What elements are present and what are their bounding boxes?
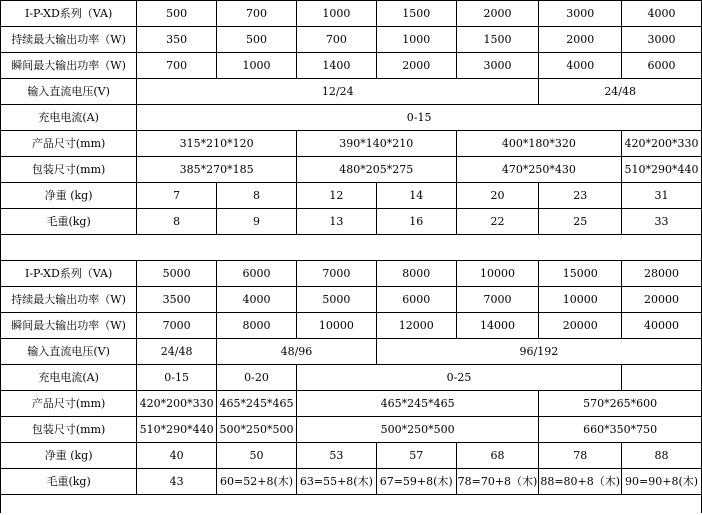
row-label: 包装尺寸(mm)	[1, 417, 137, 443]
row-label: 瞬间最大输出功率（W)	[1, 53, 137, 79]
cell: 8000	[376, 261, 456, 287]
cell: 8	[217, 183, 297, 209]
series-row	[1, 261, 702, 287]
cell: 7000	[137, 313, 217, 339]
cell: 90=90+8(木)	[622, 469, 702, 495]
cell: 5000	[296, 287, 376, 313]
dc-voltage-row	[1, 339, 702, 365]
row-label: 输入直流电压(V)	[1, 79, 137, 105]
cell: 390*140*210	[296, 131, 456, 157]
cell: 0-20	[217, 365, 297, 391]
row-label: 充电电流(A)	[1, 105, 137, 131]
cell: 2000	[376, 53, 456, 79]
cell: 3000	[622, 27, 702, 53]
cell: 570*265*600	[539, 391, 702, 417]
cell: 15000	[539, 261, 622, 287]
package-size-row	[1, 157, 702, 183]
cell: 420*200*330	[622, 131, 702, 157]
cell: 2000	[539, 27, 622, 53]
cell: 4000	[622, 1, 702, 27]
cell: 385*270*185	[137, 157, 297, 183]
cell: 700	[137, 53, 217, 79]
net-weight-row	[1, 443, 702, 469]
trailing-row	[1, 495, 702, 514]
cell: 20000	[539, 313, 622, 339]
cell: 78	[539, 443, 622, 469]
cell: 4000	[539, 53, 622, 79]
cell: 24/48	[539, 79, 702, 105]
cell: 3000	[539, 1, 622, 27]
cell: 1500	[376, 1, 456, 27]
cell: 33	[622, 209, 702, 235]
cell: 315*210*120	[137, 131, 297, 157]
row-label: 持续最大输出功率（W)	[1, 27, 137, 53]
cell: 40	[137, 443, 217, 469]
row-label: 瞬间最大输出功率（W)	[1, 313, 137, 339]
row-label: I-P-XD系列（VA)	[1, 261, 137, 287]
cell: 500	[217, 27, 297, 53]
cell: 0-15	[137, 365, 217, 391]
cell: 25	[539, 209, 622, 235]
cell: 5000	[137, 261, 217, 287]
cell: 2000	[456, 1, 539, 27]
cell: 1000	[376, 27, 456, 53]
cell: 500*250*500	[217, 417, 297, 443]
cell: 1500	[456, 27, 539, 53]
cell: 53	[296, 443, 376, 469]
cell: 12	[296, 183, 376, 209]
product-size-row	[1, 131, 702, 157]
row-label: 输入直流电压(V)	[1, 339, 137, 365]
gross-weight-row	[1, 209, 702, 235]
cell: 470*250*430	[456, 157, 621, 183]
package-size-row	[1, 417, 702, 443]
cell: 465*245*465	[296, 391, 538, 417]
cell: 60=52+8(木)	[217, 469, 297, 495]
cell: 7000	[296, 261, 376, 287]
cell: 3500	[137, 287, 217, 313]
cell: 0-15	[137, 105, 702, 131]
spacer-cell	[1, 235, 702, 261]
charge-current-row	[1, 365, 702, 391]
spacer-row	[1, 235, 702, 261]
row-label: 净重 (kg)	[1, 183, 137, 209]
cell: 510*290*440	[137, 417, 217, 443]
cell: 700	[296, 27, 376, 53]
continuous-power-row	[1, 287, 702, 313]
cell: 7	[137, 183, 217, 209]
row-label: 充电电流(A)	[1, 365, 137, 391]
charge-current-row	[1, 105, 702, 131]
cell: 68	[456, 443, 539, 469]
trailing-cell	[1, 495, 702, 514]
cell: 20	[456, 183, 539, 209]
net-weight-row	[1, 183, 702, 209]
cell: 12000	[376, 313, 456, 339]
cell	[622, 365, 702, 391]
cell: 78=70+8（木)	[456, 469, 539, 495]
cell: 24/48	[137, 339, 217, 365]
cell: 465*245*465	[217, 391, 297, 417]
cell: 88=80+8（木)	[539, 469, 622, 495]
row-label: 产品尺寸(mm)	[1, 391, 137, 417]
dc-voltage-row	[1, 79, 702, 105]
row-label: I-P-XD系列（VA)	[1, 1, 137, 27]
cell: 6000	[217, 261, 297, 287]
cell: 14	[376, 183, 456, 209]
cell: 510*290*440	[622, 157, 702, 183]
cell: 6000	[376, 287, 456, 313]
cell: 22	[456, 209, 539, 235]
cell: 43	[137, 469, 217, 495]
cell: 12/24	[137, 79, 539, 105]
cell: 7000	[456, 287, 539, 313]
cell: 420*200*330	[137, 391, 217, 417]
cell: 67=59+8(木)	[376, 469, 456, 495]
cell: 23	[539, 183, 622, 209]
series-row	[1, 1, 702, 27]
cell: 3000	[456, 53, 539, 79]
cell: 8000	[217, 313, 297, 339]
product-size-row	[1, 391, 702, 417]
cell: 6000	[622, 53, 702, 79]
cell: 63=55+8(木)	[296, 469, 376, 495]
row-label: 净重 (kg)	[1, 443, 137, 469]
cell: 10000	[296, 313, 376, 339]
row-label: 持续最大输出功率（W)	[1, 287, 137, 313]
peak-power-row	[1, 313, 702, 339]
row-label: 毛重(kg)	[1, 469, 137, 495]
cell: 96/192	[376, 339, 701, 365]
cell: 350	[137, 27, 217, 53]
row-label: 毛重(kg)	[1, 209, 137, 235]
cell: 20000	[622, 287, 702, 313]
cell: 57	[376, 443, 456, 469]
cell: 10000	[456, 261, 539, 287]
cell: 13	[296, 209, 376, 235]
cell: 1000	[217, 53, 297, 79]
cell: 40000	[622, 313, 702, 339]
cell: 400*180*320	[456, 131, 621, 157]
cell: 28000	[622, 261, 702, 287]
gross-weight-row	[1, 469, 702, 495]
cell: 4000	[217, 287, 297, 313]
cell: 16	[376, 209, 456, 235]
continuous-power-row	[1, 27, 702, 53]
row-label: 包装尺寸(mm)	[1, 157, 137, 183]
cell: 48/96	[217, 339, 377, 365]
cell: 660*350*750	[539, 417, 702, 443]
cell: 1400	[296, 53, 376, 79]
cell: 88	[622, 443, 702, 469]
cell: 0-25	[296, 365, 621, 391]
cell: 1000	[296, 1, 376, 27]
cell: 9	[217, 209, 297, 235]
cell: 8	[137, 209, 217, 235]
cell: 14000	[456, 313, 539, 339]
peak-power-row	[1, 53, 702, 79]
cell: 50	[217, 443, 297, 469]
row-label: 产品尺寸(mm)	[1, 131, 137, 157]
cell: 500	[137, 1, 217, 27]
cell: 10000	[539, 287, 622, 313]
cell: 700	[217, 1, 297, 27]
cell: 31	[622, 183, 702, 209]
cell: 500*250*500	[296, 417, 538, 443]
cell: 480*205*275	[296, 157, 456, 183]
